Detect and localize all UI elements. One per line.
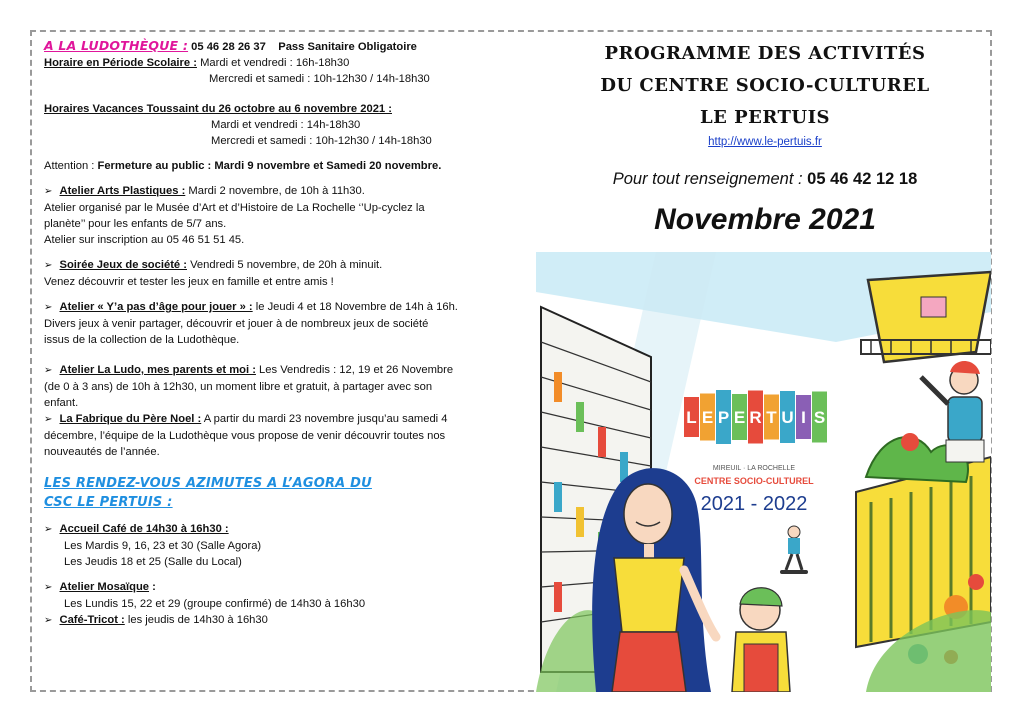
activity-age: ➢ Atelier « Y’a pas d’âge pour jouer » : le Jeudi 4 et 18 Novembre de 14h à 16h. Divers jeux à venir partager, découvrir et jouer à de nombreux jeux de société issus de la collection de la Ludothèque.	[44, 301, 458, 346]
logo-years: 2021 - 2022	[700, 493, 808, 515]
arrow-bullet-icon: ➢	[44, 260, 53, 271]
agora-title-line2: CSC LE PERTUIS :	[44, 495, 173, 510]
agora-title-line1: LES RENDEZ-VOUS AZIMUTES A L’AGORA DU	[44, 476, 372, 491]
logo-letter: T	[766, 408, 777, 427]
pass-sanitaire: Pass Sanitaire Obligatoire	[278, 41, 417, 53]
logo-letter: R	[749, 408, 762, 427]
arrow-bullet-icon: ➢	[44, 524, 53, 535]
child-figure	[732, 588, 790, 692]
activity-title: Atelier Arts Plastiques :	[59, 185, 186, 197]
agora-mosaique: ➢ Atelier Mosaïque : Les Lundis 15, 22 et 29 (groupe confirmé) de 14h30 à 16h30	[44, 581, 366, 610]
left-column	[44, 38, 514, 629]
pertuis-logo	[684, 390, 827, 444]
holiday-hours-line1: Mardi et vendredi : 14h-18h30	[211, 119, 361, 131]
program-title-line3: LE PERTUIS	[699, 107, 831, 128]
logo-letter: E	[701, 408, 714, 427]
ludo-phone: 05 46 28 26 37	[191, 41, 266, 53]
logo-letter: S	[813, 408, 826, 427]
month-title: Novembre 2021	[654, 203, 876, 236]
logo-sub2: CENTRE SOCIO-CULTUREL	[694, 476, 814, 486]
activity-ludo-parents: ➢ Atelier La Ludo, mes parents et moi : Les Vendredis : 12, 19 et 26 Novembre (de 0 à 3 ans) de 10h à 12h30, un moment libre et gratuit, à partager avec son enfant.	[44, 364, 454, 409]
activity-title: Atelier « Y’a pas d’âge pour jouer » :	[59, 301, 253, 313]
arrow-bullet-icon: ➢	[44, 615, 53, 626]
tree-house	[861, 272, 991, 362]
ludo-header	[44, 38, 514, 55]
activity-fabrique: ➢ La Fabrique du Père Noel : A partir du mardi 23 novembre jusqu’au samedi 4 décembre, l’équipe de la Ludothèque vous propose de venir découvrir toutes nos nouveautés de l’année.	[44, 413, 448, 458]
logo-letter: L	[686, 408, 697, 427]
logo-letter: E	[733, 408, 746, 427]
logo-letter: I	[801, 408, 806, 427]
school-hours-label: Horaire en Période Scolaire :	[44, 57, 197, 69]
arrow-bullet-icon: ➢	[44, 186, 53, 197]
website-link[interactable]: http://www.le-pertuis.fr	[708, 136, 822, 148]
agora-cafe: ➢ Accueil Café de 14h30 à 16h30 : Les Mardis 9, 16, 23 et 30 (Salle Agora) Les Jeudis 18 et 25 (Salle du Local)	[44, 523, 262, 568]
arrow-bullet-icon: ➢	[44, 365, 53, 376]
activity-title: Soirée Jeux de société :	[59, 259, 187, 271]
info-line: Pour tout renseignement : 05 46 42 12 18	[612, 170, 918, 188]
program-title-line1: PROGRAMME DES ACTIVITÉS	[604, 43, 926, 64]
right-column	[540, 38, 990, 237]
school-hours-line1: Mardi et vendredi : 16h-18h30	[200, 57, 350, 69]
activity-soiree-jeux: ➢ Soirée Jeux de société : Vendredi 5 novembre, de 20h à minuit. Venez découvrir et tester les jeux en famille et entre amis !	[44, 259, 383, 288]
arrow-bullet-icon: ➢	[44, 582, 53, 593]
holiday-hours-line2: Mercredi et samedi : 10h-12h30 / 14h-18h30	[211, 135, 432, 147]
info-phone: 05 46 42 12 18	[807, 170, 918, 188]
attention-notice: Attention : Fermeture au public : Mardi 9 novembre et Samedi 20 novembre.	[44, 160, 442, 172]
arrow-bullet-icon: ➢	[44, 414, 53, 425]
poster-illustration	[536, 252, 991, 692]
school-hours-line2: Mercredi et samedi : 10h-12h30 / 14h-18h30	[209, 73, 430, 85]
agora-tricot: ➢ Café-Tricot : les jeudis de 14h30 à 16h30	[44, 614, 268, 626]
logo-sub1: MIREUIL · LA ROCHELLE	[712, 465, 796, 472]
logo-letter: U	[781, 408, 794, 427]
holiday-hours-label: Horaires Vacances Toussaint du 26 octobre au 6 novembre 2021 :	[44, 103, 392, 115]
arrow-bullet-icon: ➢	[44, 302, 53, 313]
activity-title: La Fabrique du Père Noel :	[59, 413, 202, 425]
program-title-line2: DU CENTRE SOCIO-CULTUREL	[600, 75, 930, 96]
ludo-title: A LA LUDOTHÈQUE :	[44, 38, 189, 53]
poster-svg	[536, 252, 991, 692]
activity-arts: ➢ Atelier Arts Plastiques : Mardi 2 novembre, de 10h à 11h30. Atelier organisé par le Musée d’Art et d’Histoire de La Rochelle ‘’Up-cyclez la planète’’ pour les enfants de 5/7 ans. Atelier sur inscription au 05 46 51 51 45.	[44, 185, 425, 246]
logo-letter: P	[717, 408, 730, 427]
activity-title: Atelier La Ludo, mes parents et moi :	[59, 364, 256, 376]
